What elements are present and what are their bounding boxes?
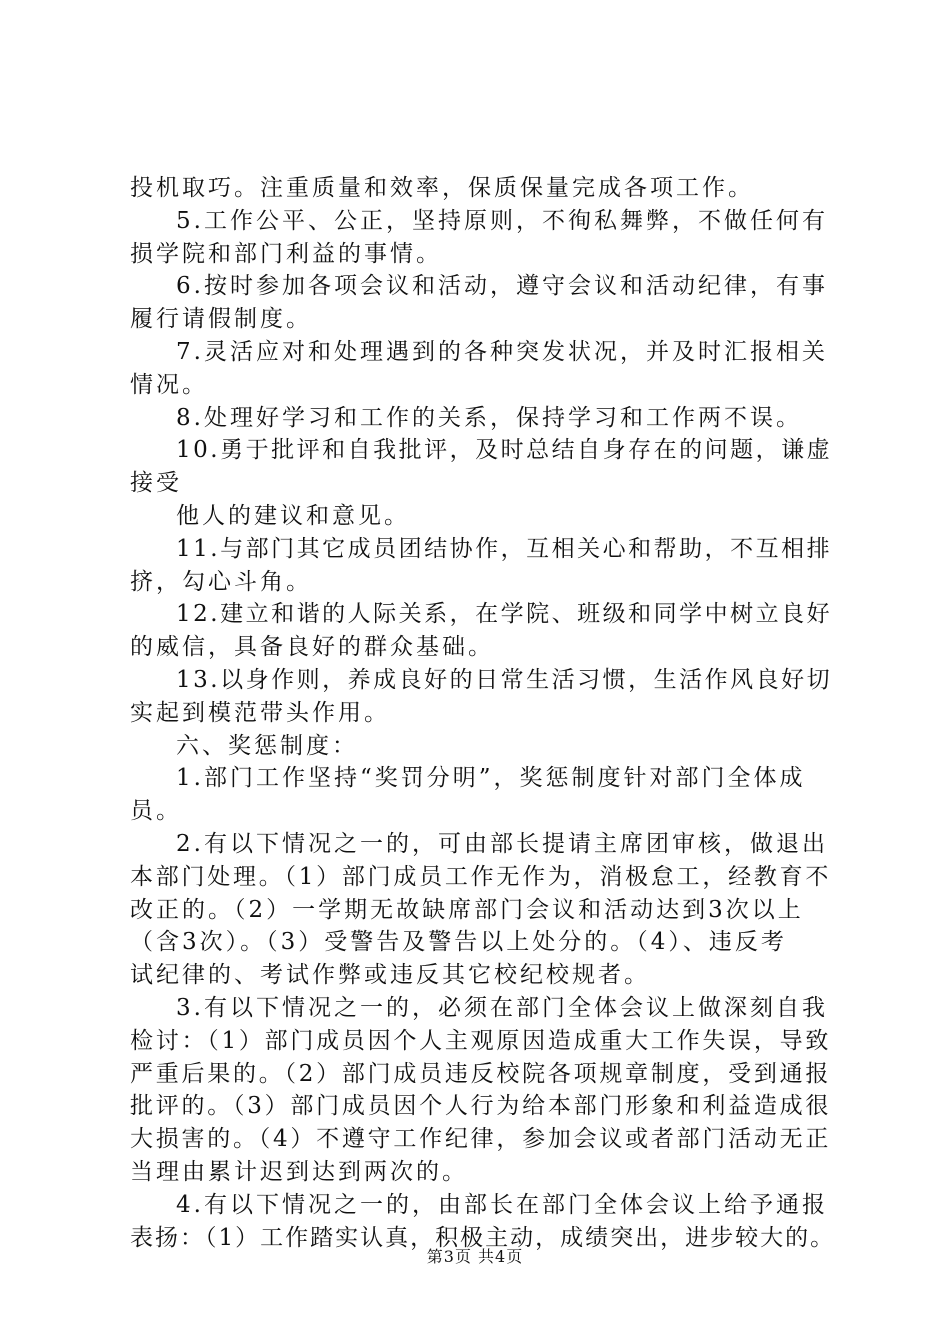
text-line: 12.建立和谐的人际关系，在学院、班级和同学中树立良好 [176, 601, 833, 628]
text-line: 情况。 [130, 371, 208, 398]
text-line: 4.有以下情况之一的，由部长在部门全体会议上给予通报 [176, 1191, 828, 1218]
text-line: 13.以身作则，养成良好的日常生活习惯，生活作风良好切 [176, 666, 833, 693]
text-line: （含3次）。（3）受警告及警告以上处分的。（4）、违反考 [130, 929, 787, 956]
text-line: 本部门处理。（1）部门成员工作无作为，消极怠工，经教育不 [130, 863, 832, 890]
text-line: 8.处理好学习和工作的关系，保持学习和工作两不误。 [176, 404, 802, 431]
text-line: 损学院和部门利益的事情。 [130, 240, 442, 267]
text-line: 履行请假制度。 [130, 306, 312, 333]
text-line: 当理由累计迟到达到两次的。 [130, 1158, 468, 1185]
text-line: 投机取巧。注重质量和效率，保质保量完成各项工作。 [130, 175, 754, 201]
text-line: 11.与部门其它成员团结协作，互相关心和帮助，不互相排 [176, 535, 833, 562]
text-line: 5.工作公平、公正，坚持原则，不徇私舞弊，不做任何有 [176, 207, 828, 234]
text-line: 7.灵活应对和处理遇到的各种突发状况，并及时汇报相关 [176, 338, 828, 365]
text-line: 挤，勾心斗角。 [130, 568, 312, 595]
text-line: 检讨：（1）部门成员因个人主观原因造成重大工作失误，导致 [130, 1027, 832, 1054]
text-line: 表扬：（1）工作踏实认真，积极主动，成绩突出，进步较大的。 [130, 1224, 836, 1251]
page-footer: 第3页 共4页 [426, 1247, 524, 1266]
text-line: 严重后果的。（2）部门成员违反校院各项规章制度，受到通报 [130, 1060, 832, 1087]
text-line: 10.勇于批评和自我批评，及时总结自身存在的问题，谦虚 [176, 437, 833, 464]
text-line: 的威信，具备良好的群众基础。 [130, 634, 494, 661]
text-line: 批评的。（3）部门成员因个人行为给本部门形象和利益造成很 [130, 1093, 832, 1120]
text-line: 员。 [130, 798, 182, 825]
text-line: 六、奖惩制度： [176, 732, 358, 759]
text-line: 他人的建议和意见。 [176, 502, 410, 529]
text-line: 试纪律的、考试作弊或违反其它校纪校规者。 [130, 962, 650, 989]
text-line: 接受 [130, 470, 182, 497]
text-line: 实起到模范带头作用。 [130, 699, 390, 726]
text-line: 3.有以下情况之一的，必须在部门全体会议上做深刻自我 [176, 994, 828, 1021]
text-line: 改正的。（2）一学期无故缺席部门会议和活动达到3次以上 [130, 896, 804, 923]
text-line: 6.按时参加各项会议和活动，遵守会议和活动纪律，有事 [176, 273, 828, 300]
text-line: 2.有以下情况之一的，可由部长提请主席团审核，做退出 [176, 830, 828, 857]
body-text [130, 172, 835, 1254]
text-line: 1.部门工作坚持“奖罚分明”，奖惩制度针对部门全体成 [176, 765, 806, 792]
text-line: 大损害的。（4）不遵守工作纪律，参加会议或者部门活动无正 [130, 1126, 832, 1153]
